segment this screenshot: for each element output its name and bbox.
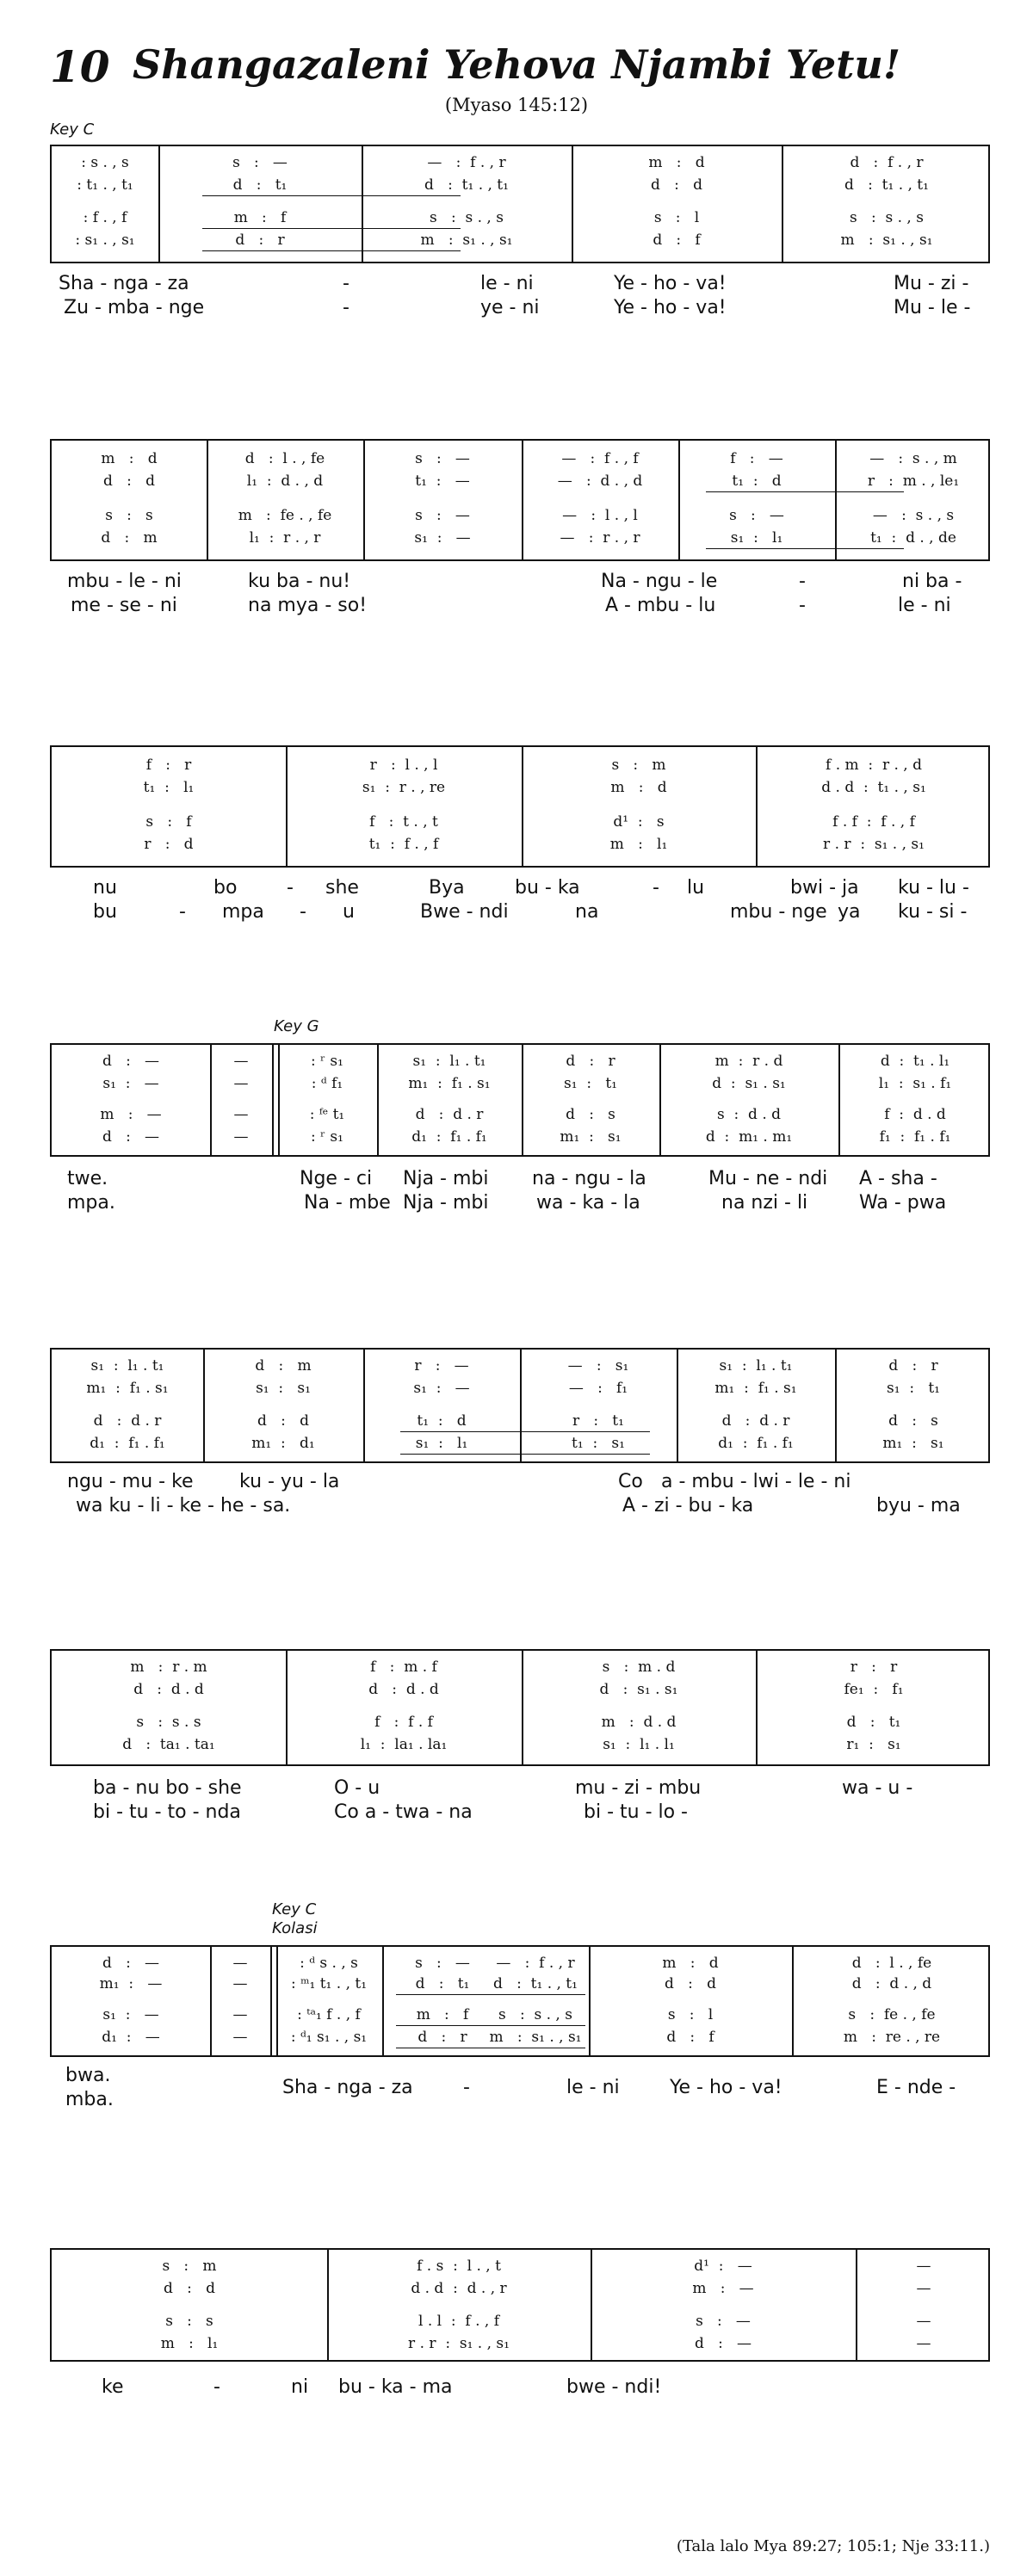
note-cell: s₁ : t₁	[564, 1075, 617, 1092]
note-cell: d : l . , fe	[244, 450, 325, 467]
note-cell: : s₁ . , s₁	[75, 232, 135, 249]
scripture-reference: (Myaso 145:12)	[444, 95, 589, 115]
note-cell: m : d	[662, 1955, 719, 1972]
note-cell: d : s	[566, 1106, 615, 1123]
lyric-line: mpa. Na - mbe Nja - mbi wa - ka - la na nzi - li Wa - pwa	[67, 1192, 947, 1214]
note-cell: r₁ : s₁	[846, 1736, 901, 1753]
note-cell: : ᵈ f₁	[311, 1075, 343, 1092]
note-cell: — : s₁	[567, 1357, 629, 1374]
note-cell: s : s . s	[136, 1714, 201, 1731]
note-cell: f₁ : f₁ . f₁	[879, 1128, 951, 1146]
lyric-line: mba.	[65, 2089, 114, 2110]
note-cell: —	[916, 2258, 931, 2275]
note-cell: m₁ : f₁ . s₁	[408, 1075, 491, 1092]
staff-system-4	[50, 1043, 990, 1157]
note-cell: d : d	[103, 473, 155, 490]
note-cell: s : d . d	[716, 1106, 782, 1123]
note-cell: —	[232, 2006, 248, 2023]
note-cell: s : s . , s	[850, 209, 924, 226]
note-cell: m : s₁ . , s₁	[420, 232, 513, 249]
note-cell: s₁ : —	[102, 1075, 159, 1092]
note-cell: —	[232, 1975, 248, 1992]
staff-system-7	[50, 1945, 990, 2057]
note-cell: l . l : f . , f	[418, 2313, 500, 2330]
note-cell: d : t₁ . l₁	[880, 1053, 950, 1070]
note-cell: d : r	[418, 2029, 467, 2046]
note-cell: r : l . , l	[369, 757, 438, 774]
cross-reference-footer: (Tala lalo Mya 89:27; 105:1; Nje 33:11.)	[676, 2537, 990, 2555]
lyric-line: bi - tu - to - nda Co a - twa - na bi - tu - lo -	[93, 1801, 688, 1823]
note-cell: d : l . , fe	[851, 1955, 932, 1972]
note-cell: d : d	[257, 1412, 309, 1430]
note-cell: s : —	[415, 1955, 470, 1972]
slur	[706, 548, 904, 549]
note-cell: s : fe . , fe	[848, 2006, 936, 2023]
lyric-line: bwa. Sha - nga - za - le - ni Ye - ho - va! E - nde -	[65, 2065, 956, 2098]
staff-system-8	[50, 2248, 990, 2362]
lyric-line: twe. Nge - ci Nja - mbi na - ngu - la Mu - ne - ndi A - sha -	[67, 1168, 937, 1189]
note-cell: d₁ : f₁ . f₁	[411, 1128, 487, 1146]
note-cell: d : t₁ . , t₁	[844, 176, 929, 194]
note-cell: m : r . m	[130, 1659, 207, 1676]
note-cell: d : r	[566, 1053, 615, 1070]
note-cell: d : —	[102, 1053, 160, 1070]
note-cell: m : f	[233, 209, 287, 226]
note-cell: d : s₁ . s₁	[712, 1075, 786, 1092]
note-cell: —	[232, 1955, 248, 1972]
note-cell: s₁ : t₁	[887, 1380, 940, 1397]
note-cell: — : r . , r	[560, 529, 640, 547]
note-cell: : t₁ . , t₁	[77, 176, 133, 194]
note-cell: m : d	[648, 154, 705, 171]
note-cell: —	[233, 1128, 249, 1146]
note-cell: s₁ : —	[102, 2006, 159, 2023]
note-cell: —	[916, 2313, 931, 2330]
note-cell: d : f	[653, 232, 701, 249]
slur	[400, 1431, 650, 1432]
note-cell: d : d	[651, 176, 702, 194]
lyric-line: ke - ni bu - ka - ma bwe - ndi!	[102, 2376, 662, 2398]
note-cell: s₁ : l₁	[415, 1435, 468, 1452]
note-cell: r : r	[850, 1659, 898, 1676]
note-cell: d : —	[102, 1955, 160, 1972]
note-cell: : f . , f	[83, 209, 127, 226]
note-cell: m₁ : —	[99, 1975, 163, 1992]
note-cell: f . f : f . , f	[832, 813, 915, 831]
note-cell: fe₁ : f₁	[844, 1681, 904, 1698]
note-cell: : ʳ s₁	[311, 1128, 343, 1146]
note-cell: f : d . d	[884, 1106, 946, 1123]
note-cell: —	[233, 1075, 249, 1092]
lyric-line: wa ku - li - ke - he - sa. A - zi - bu - ka byu - ma	[76, 1495, 961, 1517]
note-cell: m₁ : s₁	[560, 1128, 622, 1146]
slur	[396, 1994, 585, 1995]
note-cell: s : s	[165, 2313, 213, 2330]
note-cell: : ʳ s₁	[311, 1053, 343, 1070]
note-cell: m : d . d	[601, 1714, 677, 1731]
staff-system-3	[50, 745, 990, 868]
note-cell: t₁ : d	[732, 473, 782, 490]
note-cell: s : l	[667, 2006, 714, 2023]
note-cell: t₁ : l₁	[143, 779, 195, 796]
note-cell: s : f	[145, 813, 192, 831]
note-cell: —	[233, 1053, 249, 1070]
note-cell: d¹ : —	[694, 2258, 752, 2275]
note-cell: : s . , s	[81, 154, 129, 171]
note-cell: d¹ : s	[613, 813, 665, 831]
note-cell: d₁ : f₁ . f₁	[718, 1435, 794, 1452]
note-cell: s : m . d	[602, 1659, 676, 1676]
lyric-line: nu bo - she Bya bu - ka - lu bwi - ja ku - lu -	[93, 877, 969, 899]
note-cell: s₁ : l₁	[730, 529, 783, 547]
note-cell: m : r . d	[714, 1053, 783, 1070]
note-cell: l₁ : s₁ . f₁	[878, 1075, 952, 1092]
note-cell: — : d . , d	[557, 473, 643, 490]
note-cell: — : f . , f	[561, 450, 639, 467]
note-cell: l₁ : la₁ . la₁	[360, 1736, 448, 1753]
lyric-line: ba - nu bo - she O - u mu - zi - mbu wa - u -	[93, 1777, 913, 1799]
note-cell: d : d . d	[133, 1681, 204, 1698]
note-cell: s₁ : s₁	[256, 1380, 311, 1397]
staff-system-5	[50, 1348, 990, 1463]
note-cell: : ᵗᵃ₁ f . , f	[297, 2006, 361, 2023]
note-cell: d : r	[888, 1357, 938, 1374]
note-cell: m : —	[100, 1106, 162, 1123]
note-cell: m : l₁	[160, 2335, 219, 2352]
note-cell: d : d . r	[415, 1106, 484, 1123]
note-cell: r : m . , le₁	[867, 473, 960, 490]
note-cell: s : s . , s	[430, 209, 504, 226]
note-cell: d : d . , d	[851, 1975, 932, 1992]
note-cell: f : —	[730, 450, 783, 467]
note-cell: — : s . , m	[869, 450, 957, 467]
note-cell: f : f . f	[374, 1714, 433, 1731]
note-cell: s : —	[729, 507, 784, 524]
note-cell: r : d	[144, 836, 194, 853]
note-cell: —	[232, 2029, 248, 2046]
note-cell: — : f . , r	[427, 154, 506, 171]
note-cell: —	[233, 1106, 249, 1123]
note-cell: — : l . , l	[562, 507, 638, 524]
note-cell: d : r	[235, 232, 285, 249]
note-cell: s₁ : l₁ . t₁	[719, 1357, 793, 1374]
note-cell: —	[916, 2280, 931, 2297]
lyric-line: Sha - nga - za - le - ni Ye - ho - va! Mu - zi -	[59, 273, 969, 294]
staff-system-2	[50, 439, 990, 561]
note-cell: d : d	[164, 2280, 215, 2297]
section-label: Kolasi	[272, 1919, 318, 1937]
note-cell: m : d	[101, 450, 158, 467]
note-cell: s : l	[653, 209, 700, 226]
note-cell: — : f . , r	[496, 1955, 575, 1972]
note-cell: — : f₁	[568, 1380, 628, 1397]
note-cell: d : d . d	[368, 1681, 439, 1698]
note-cell: d : t₁ . , t₁	[424, 176, 509, 194]
note-cell: —	[916, 2335, 931, 2352]
note-cell: m : —	[692, 2280, 754, 2297]
note-cell: f : t . , t	[369, 813, 438, 831]
note-cell: t₁ : —	[415, 473, 470, 490]
song-number: 10	[50, 41, 110, 92]
note-cell: : ᵈ s . , s	[300, 1955, 358, 1972]
note-cell: s₁ : l₁ . l₁	[603, 1736, 675, 1753]
note-cell: m : fe . , fe	[238, 507, 332, 524]
note-cell: m : s₁ . , s₁	[489, 2029, 582, 2046]
note-cell: m₁ : s₁	[882, 1435, 944, 1452]
note-cell: d : t₁ . , t₁	[493, 1975, 578, 1992]
key-signature: Key C	[50, 120, 95, 139]
slur	[400, 1454, 650, 1455]
note-cell: d . d : t₁ . , s₁	[821, 779, 926, 796]
slur	[202, 228, 461, 229]
note-cell: s : —	[696, 2313, 751, 2330]
note-cell: s : s . , s	[498, 2006, 572, 2023]
note-cell: d : t₁	[415, 1975, 470, 1992]
slur	[202, 250, 461, 251]
key-signature: Key G	[274, 1017, 319, 1035]
note-cell: m₁ : f₁ . s₁	[714, 1380, 797, 1397]
note-cell: d : m	[255, 1357, 312, 1374]
note-cell: f . m : r . , d	[826, 757, 922, 774]
note-cell: f : m . f	[370, 1659, 437, 1676]
note-cell: d₁ : f₁ . f₁	[90, 1435, 165, 1452]
lyric-line: mbu - le - ni ku ba - nu! Na - ngu - le - ni ba -	[67, 571, 962, 592]
note-cell: s₁ : —	[414, 529, 471, 547]
note-cell: s : s	[105, 507, 153, 524]
note-cell: t₁ : d . , de	[870, 529, 956, 547]
note-cell: : ᵐ₁ t₁ . , t₁	[290, 1975, 368, 1992]
note-cell: d : f	[666, 2029, 714, 2046]
lyric-line: bu - mpa - u Bwe - ndi na mbu - nge ya ku - si -	[93, 901, 968, 923]
note-cell: t₁ : d	[417, 1412, 467, 1430]
note-cell: d : t₁	[846, 1714, 901, 1731]
note-cell: t₁ : f . , f	[368, 836, 439, 853]
note-cell: m : d	[610, 779, 667, 796]
note-cell: d : —	[102, 1128, 160, 1146]
note-cell: d : —	[694, 2335, 752, 2352]
slur	[396, 2025, 585, 2026]
note-cell: s₁ : l₁ . t₁	[90, 1357, 164, 1374]
note-cell: d : s	[888, 1412, 938, 1430]
note-cell: : ᶠᵉ t₁	[309, 1106, 345, 1123]
song-title: Shangazaleni Yehova Njambi Yetu!	[132, 41, 901, 88]
note-cell: m₁ : f₁ . s₁	[86, 1380, 169, 1397]
note-cell: r . r : s₁ . , s₁	[408, 2335, 510, 2352]
note-cell: d : s₁ . s₁	[599, 1681, 678, 1698]
note-cell: s₁ : —	[413, 1380, 470, 1397]
slur	[706, 491, 904, 492]
note-cell: — : s . , s	[872, 507, 955, 524]
note-cell: s : m	[162, 2258, 217, 2275]
note-cell: s : —	[415, 450, 470, 467]
note-cell: m : re . , re	[843, 2029, 941, 2046]
note-cell: m₁ : d₁	[251, 1435, 315, 1452]
note-cell: s : m	[611, 757, 666, 774]
note-cell: s : —	[415, 507, 470, 524]
note-cell: r : t₁	[572, 1412, 624, 1430]
note-cell: d : f . , r	[850, 154, 924, 171]
note-cell: m : f	[416, 2006, 469, 2023]
staff-system-1	[50, 145, 990, 263]
note-cell: m : s₁ . , s₁	[840, 232, 933, 249]
lyric-line: me - se - ni na mya - so! A - mbu - lu - le - ni	[71, 595, 951, 616]
note-cell: d . d : d . , r	[411, 2280, 507, 2297]
key-signature: Key C	[272, 1900, 317, 1918]
note-cell: d : d . r	[93, 1412, 162, 1430]
note-cell: m : l₁	[609, 836, 668, 853]
note-cell: r : —	[414, 1357, 469, 1374]
note-cell: d : t₁	[232, 176, 288, 194]
note-cell: t₁ : s₁	[572, 1435, 625, 1452]
note-cell: f . s : l . , t	[417, 2258, 501, 2275]
slur	[202, 195, 461, 196]
note-cell: s₁ : r . , re	[362, 779, 446, 796]
note-cell: d : m	[101, 529, 158, 547]
note-cell: s : —	[232, 154, 288, 171]
staff-system-6	[50, 1649, 990, 1766]
note-cell: d₁ : —	[102, 2029, 160, 2046]
note-cell: f : r	[145, 757, 192, 774]
note-cell: d : m₁ . m₁	[705, 1128, 793, 1146]
note-cell: s₁ : l₁ . t₁	[412, 1053, 486, 1070]
note-cell: d : d . r	[721, 1412, 790, 1430]
note-cell: : ᵈ₁ s₁ . , s₁	[290, 2029, 368, 2046]
note-cell: l₁ : d . , d	[246, 473, 324, 490]
lyric-line: ngu - mu - ke ku - yu - la Co a - mbu - lwi - le - ni	[67, 1471, 851, 1492]
note-cell: r . r : s₁ . , s₁	[823, 836, 925, 853]
note-cell: d : d	[665, 1975, 716, 1992]
note-cell: l₁ : r . , r	[249, 529, 321, 547]
note-cell: d : ta₁ . ta₁	[122, 1736, 215, 1753]
lyric-line: Zu - mba - nge - ye - ni Ye - ho - va! Mu - le -	[64, 297, 971, 318]
